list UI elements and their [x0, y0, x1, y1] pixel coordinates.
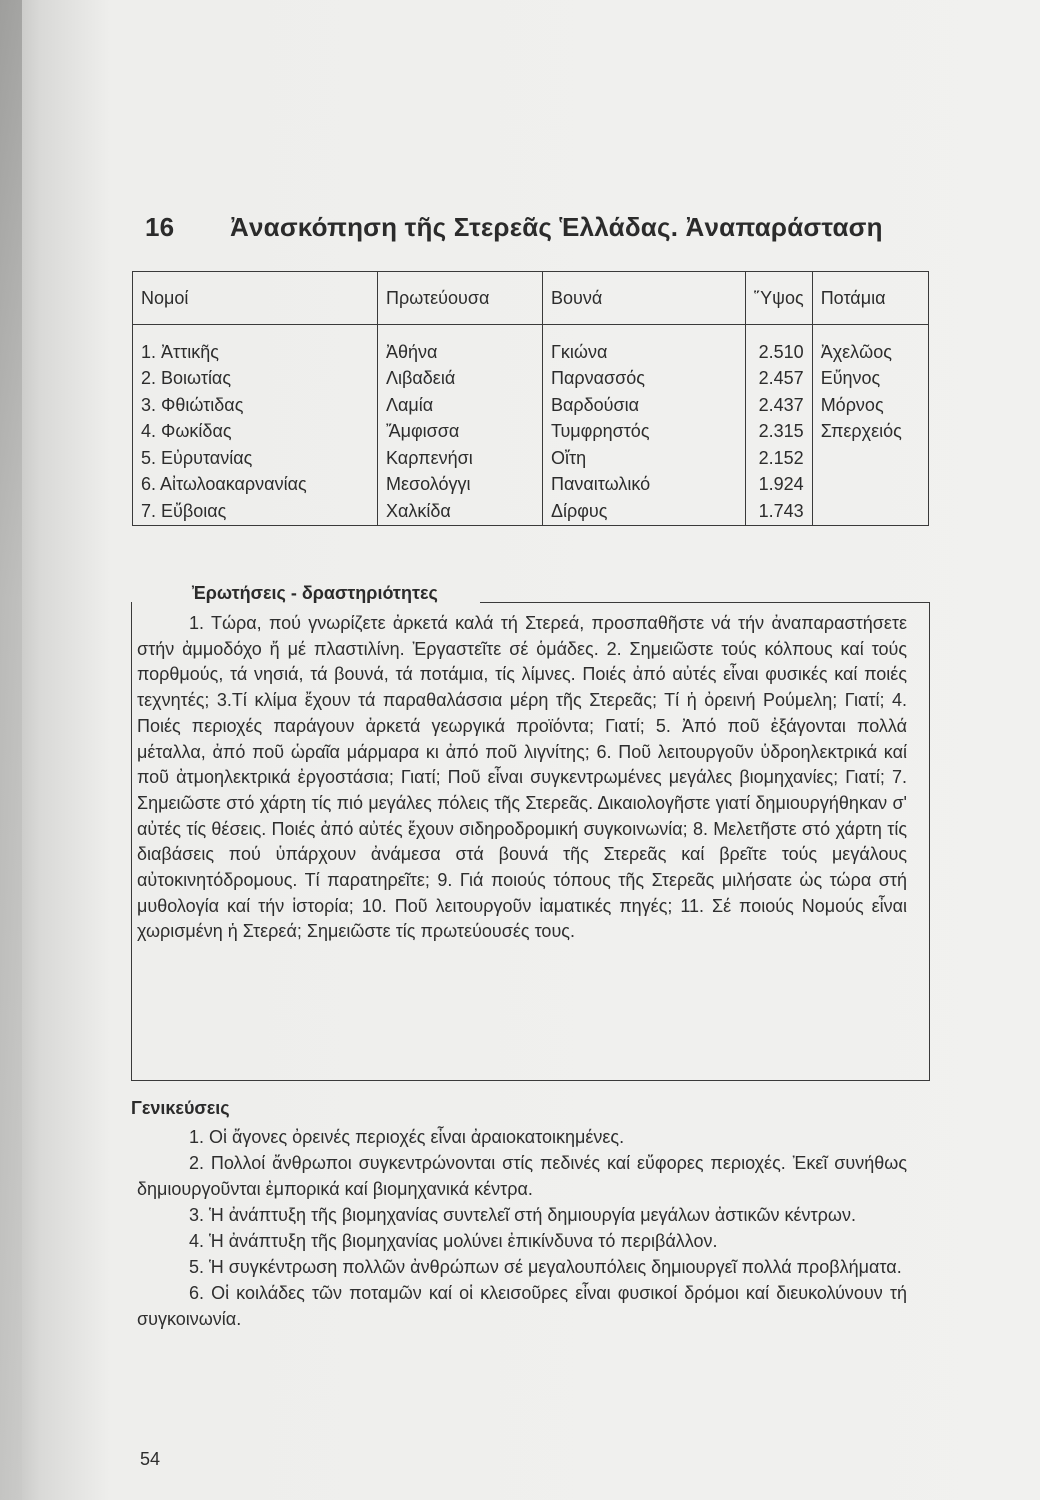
- altitude-cell: 2.315: [746, 419, 813, 446]
- table-row: [133, 392, 929, 419]
- river-cell: [812, 498, 928, 525]
- mountain-cell: Παρνασσός: [543, 366, 746, 393]
- questions-body: [137, 611, 907, 945]
- list-item: 1. Οἱ ἄγονες ὀρεινές περιοχές εἶναι ἀραιοκατοικημένες.: [189, 1127, 625, 1147]
- mountain-cell: Τυμφρηστός: [543, 419, 746, 446]
- col-header-capital: Πρωτεύουσα: [378, 272, 543, 325]
- nomos-cell: 2. Βοιωτίας: [133, 366, 378, 393]
- table-row: [133, 498, 929, 525]
- table-row: [133, 472, 929, 499]
- altitude-cell: 1.743: [746, 498, 813, 525]
- river-cell: Ἀχελῶος: [812, 325, 928, 366]
- questions-paragraph: 1. Τώρα, πού γνωρίζετε ἀρκετά καλά τή Στερεά, προσπαθῆστε νά τήν ἀναπαραστήσετε στήν ἀμμοδόχο ἤ μέ πλαστιλίνη. Ἐργαστεῖτε σέ ὁμάδες. 2. Σημειῶστε τούς κόλπους καί τούς πορθμούς, τά νησιά, τά βουνά, τά ποτάμια, τίς λίμνες. Ποιές ἀπό αὐτές εἶναι φυσικές καί ποιές τεχνητές; 3.Τί κλίμα ἔχουν τά παραθαλάσσια μέρη τῆς Στερεᾶς; Τί ἡ ὀρεινή Ρούμελη; Γιατί; 4. Ποιές περιοχές παράγουν ἀρκετά γεωργικά προϊόντα; Γιατί; 5. Ἀπό ποῦ ἐξάγονται πολλά μέταλλα, ἀπό ποῦ ὡραῖα μάρμαρα κι ἀπό ποῦ λιγνίτης; 6. Ποῦ λειτουργοῦν ὑδροηλεκτρικά καί ποῦ ἀτμοηλεκτρικά ἐργοστάσια; Γιατί; Ποῦ εἶναι συγκεντρωμένες μεγάλες βιομηχανίες; Γιατί; 7. Σημειῶστε στό χάρτη τίς πιό μεγάλες πόλεις τῆς Στερεᾶς. Δικαιολογῆστε γιατί δημιουργήθηκαν σ' αὐτές τίς θέσεις. Ποιές ἀπό αὐτές ἔχουν σιδηροδρομική συγκοινωνία; 8. Μελετῆστε στό χάρτη τίς διαβάσεις πού ὑπάρχουν ἀνάμεσα στά βουνά τῆς Στερεᾶς καί βρεῖτε τούς μεγάλους αὐτοκινητόδρομους. Τί παρατηρεῖτε; 9. Γιά ποιούς τόπους τῆς Στερεᾶς μιλήσατε ὡς τώρα στή μυθολογία καί τήν ἱστορία; 10. Ποῦ λειτουργοῦν ἰαματικές πηγές; 11. Σέ ποιούς Νομούς εἶναι χωρισμένη ἡ Στερεά; Σημειῶστε τίς πρωτεύουσές τους.: [137, 613, 907, 942]
- river-cell: Σπερχειός: [812, 419, 928, 446]
- col-header-altitude: Ὕψος: [746, 272, 813, 325]
- altitude-cell: 2.437: [746, 392, 813, 419]
- page-number: 54: [140, 1449, 161, 1469]
- table-row: [133, 445, 929, 472]
- mountain-cell: Δίρφυς: [543, 498, 746, 525]
- col-header-mountains: Βουνά: [543, 272, 746, 325]
- capital-cell: Καρπενήσι: [378, 445, 543, 472]
- lesson-number: 16: [145, 212, 175, 242]
- altitude-cell: 2.510: [746, 325, 813, 366]
- nomos-cell: 6. Αἰτωλοακαρνανίας: [133, 472, 378, 499]
- river-cell: Μόρνος: [812, 392, 928, 419]
- generalizations-list: [137, 1124, 907, 1332]
- mountain-cell: Βαρδούσια: [543, 392, 746, 419]
- col-header-nomoi: Νομοί: [133, 272, 378, 325]
- col-header-rivers: Ποτάμια: [812, 272, 928, 325]
- capital-cell: Λιβαδειά: [378, 366, 543, 393]
- lesson-heading: [145, 212, 905, 243]
- lesson-title: Ἀνασκόπηση τῆς Στερεᾶς Ἑλλάδας. Ἀναπαράσταση: [230, 212, 883, 242]
- altitude-cell: 1.924: [746, 472, 813, 499]
- river-cell: [812, 445, 928, 472]
- altitude-cell: 2.457: [746, 366, 813, 393]
- list-item: 4. Ἡ ἀνάπτυξη τῆς βιομηχανίας μολύνει ἐπικίνδυνα τό περιβάλλον.: [189, 1231, 718, 1251]
- capital-cell: Χαλκίδα: [378, 498, 543, 525]
- table-row: [133, 325, 929, 366]
- list-item: 2. Πολλοί ἄνθρωποι συγκεντρώνονται στίς πεδινές καί εὔφορες περιοχές. Ἐκεῖ συνήθως δημιουργοῦνται ἐμπορικά καί βιομηχανικά κέντρα.: [137, 1153, 907, 1199]
- list-item: 3. Ἡ ἀνάπτυξη τῆς βιομηχανίας συντελεῖ στή δημιουργία μεγάλων ἀστικῶν κέντρων.: [189, 1205, 856, 1225]
- nomos-cell: 7. Εὔβοιας: [133, 498, 378, 525]
- generalizations-title: Γενικεύσεις: [131, 1098, 230, 1118]
- capital-cell: Μεσολόγγι: [378, 472, 543, 499]
- nomos-cell: 3. Φθιώτιδας: [133, 392, 378, 419]
- nomos-cell: 1. Ἀττικῆς: [133, 325, 378, 366]
- questions-title: Ἐρωτήσεις - δραστηριότητες: [192, 583, 438, 603]
- mountain-cell: Γκιώνα: [543, 325, 746, 366]
- nomos-cell: 4. Φωκίδας: [133, 419, 378, 446]
- river-cell: [812, 472, 928, 499]
- page-edge-shadow: [0, 0, 22, 1500]
- table-header-row: [133, 272, 929, 325]
- river-cell: Εὔηνος: [812, 366, 928, 393]
- table-row: [133, 366, 929, 393]
- table-row: [133, 419, 929, 446]
- mountain-cell: Παναιτωλικό: [543, 472, 746, 499]
- list-item: 5. Ἡ συγκέντρωση πολλῶν ἀνθρώπων σέ μεγαλουπόλεις δημιουργεῖ πολλά προβλήματα.: [189, 1257, 902, 1277]
- capital-cell: Ἀθήνα: [378, 325, 543, 366]
- capital-cell: Ἄμφισσα: [378, 419, 543, 446]
- list-item: 6. Οἱ κοιλάδες τῶν ποταμῶν καί οἱ κλεισοῦρες εἶναι φυσικοί δρόμοι καί διευκολύνουν τή συγκοινωνία.: [137, 1283, 907, 1329]
- mountain-cell: Οἴτη: [543, 445, 746, 472]
- altitude-cell: 2.152: [746, 445, 813, 472]
- questions-frame-top-rule: [480, 602, 930, 603]
- nomos-cell: 5. Εὐρυτανίας: [133, 445, 378, 472]
- capital-cell: Λαμία: [378, 392, 543, 419]
- regions-table: [132, 271, 929, 526]
